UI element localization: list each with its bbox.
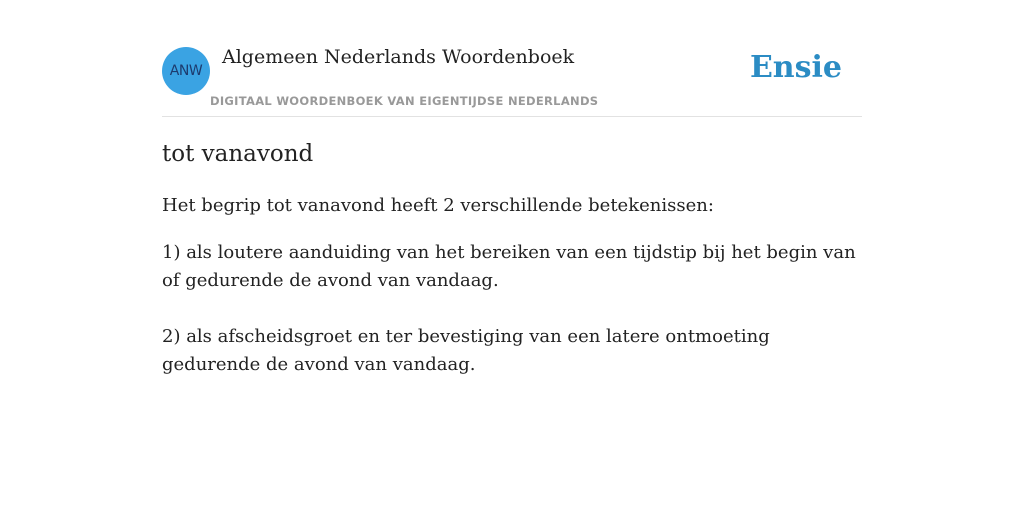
anw-logo[interactable] xyxy=(162,47,210,95)
anw-logo-text: ANW xyxy=(169,63,203,79)
site-header xyxy=(162,40,862,117)
definition-item: 2) als afscheidsgroet en ter bevestiging van een latere ontmoeting gedurende de avond van vandaag. xyxy=(162,326,770,375)
site-title[interactable]: Algemeen Nederlands Woordenboek xyxy=(222,46,575,68)
definition-item: 1) als loutere aanduiding van het bereiken van een tijdstip bij het begin van of gedurende de avond van vandaag. xyxy=(162,242,856,291)
entry-term: tot vanavond xyxy=(162,141,314,167)
definition-list xyxy=(162,239,862,379)
site-subtitle: DIGITAAL WOORDENBOEK VAN EIGENTIJDSE NEDERLANDS xyxy=(210,94,599,108)
ensie-brand-link[interactable]: Ensie xyxy=(749,50,842,85)
entry-content xyxy=(162,138,862,407)
entry-intro: Het begrip tot vanavond heeft 2 verschillende betekenissen: xyxy=(162,195,714,216)
